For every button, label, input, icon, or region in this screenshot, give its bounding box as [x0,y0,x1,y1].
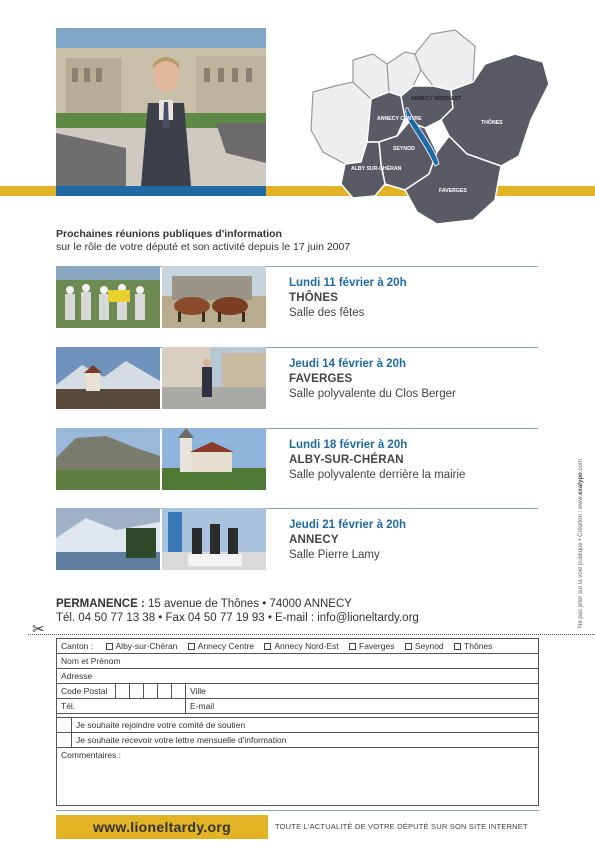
map-label-annecy-nord-est: ANNECY NORD-EST [411,96,462,102]
event-text [289,518,539,563]
event-photo-crowd [56,266,160,328]
postcode-city-row [57,684,538,699]
footer-tagline: TOUTE L'ACTUALITÉ DE VOTRE DÉPUTÉ SUR SON SITE INTERNET [275,822,528,831]
event-photo-church [162,428,266,490]
intro-block [56,228,546,254]
canton-checkbox-faverges[interactable] [349,643,356,650]
event-photo-cliff [56,428,160,490]
cut-line [28,634,595,635]
event-date: Lundi 18 février à 20h [289,439,408,451]
header-blue-band [56,186,266,196]
side-note-brand: exatypo [578,472,584,495]
event-town: ANNECY [289,534,339,546]
event-text [289,357,539,402]
website-link[interactable]: www.lioneltardy.org [56,815,268,839]
event-text [289,276,539,321]
canton-map [305,24,555,229]
permanence-contact: Tél. 04 50 77 13 38 • Fax 04 50 77 19 93 • E-mail : info@lioneltardy.org [56,612,419,624]
event-photo-mountain-village [56,347,160,409]
newsletter-option[interactable] [71,733,538,748]
map-label-seynod: SEYNOD [393,146,415,152]
canton-checkbox-alby[interactable] [106,643,113,650]
address-label: Adresse [61,671,93,681]
deputy-portrait-photo [56,28,266,186]
email-label: E-mail [190,701,215,711]
scissors-icon: ✂ [32,621,45,638]
canton-label: Canton : [61,641,94,651]
postcode-digit-box[interactable] [115,684,129,698]
support-option-row [57,717,538,733]
tel-email-row [57,699,538,714]
field-divider [185,699,186,713]
event-date: Lundi 11 février à 20h [289,277,407,289]
event-venue: Salle Pierre Lamy [289,549,380,561]
postcode-digit-box[interactable] [157,684,171,698]
event-text [289,438,539,483]
canton-option-label: Thônes [464,641,493,651]
event-photo-cattle [162,266,266,328]
canton-checkbox-seynod[interactable] [405,643,412,650]
event-town: ALBY-SUR-CHÉRAN [289,454,404,466]
canton-checkbox-annecy-centre[interactable] [188,643,195,650]
permanence-block [56,597,556,625]
support-option-label: Je souhaite rejoindre votre comité de soutien [76,720,246,730]
event-item-annecy [56,508,538,588]
permanence-address: 15 avenue de Thônes • 74000 ANNECY [148,598,352,610]
name-field[interactable] [57,654,538,669]
canton-row [57,639,538,654]
canton-option-label: Alby-sur-Chéran [115,641,178,651]
event-date: Jeudi 21 février à 20h [289,519,406,531]
event-item-thones [56,266,538,346]
intro-title: Prochaines réunions publiques d'information [56,228,282,240]
newsletter-option-row [57,733,538,748]
side-note-text: Ne pas jeter sur la voie publique • Création : www. [578,494,584,628]
intro-subtitle: sur le rôle de votre député et son activité depuis le 17 juin 2007 [56,241,351,253]
address-field[interactable] [57,669,538,684]
postcode-digit-box[interactable] [171,684,185,698]
newsletter-option-label: Je souhaite recevoir votre lettre mensuelle d'information [76,735,287,745]
postcode-digit-box[interactable] [143,684,157,698]
event-venue: Salle polyvalente derrière la mairie [289,469,466,481]
event-photo-street [162,347,266,409]
side-note-suffix: .com [578,459,584,473]
event-venue: Salle polyvalente du Clos Berger [289,388,456,400]
event-photo-podium [162,508,266,570]
canton-checkbox-thones[interactable] [454,643,461,650]
postcode-digit-box[interactable] [129,684,143,698]
event-town: FAVERGES [289,373,353,385]
field-divider [185,684,186,698]
map-label-alby: ALBY SUR-CHÉRAN [351,166,402,172]
event-date: Jeudi 14 février à 20h [289,358,406,370]
canton-option-label: Annecy Nord-Est [274,641,339,651]
canton-option-label: Faverges [359,641,395,651]
footer-divider [56,810,539,811]
map-label-annecy-centre: ANNECY CENTRE [377,116,422,122]
city-label: Ville [190,686,206,696]
comments-label: Commentaires : [61,750,121,760]
map-label-faverges: FAVERGES [439,188,467,194]
postcode-label: Code Postal [61,686,108,696]
event-item-faverges [56,347,538,427]
map-label-thones: THÔNES [481,120,503,126]
event-town: THÔNES [289,292,339,304]
permanence-label: PERMANENCE : [56,598,145,610]
support-option[interactable] [71,718,538,733]
canton-checkbox-annecy-nord-est[interactable] [264,643,271,650]
event-photo-lake [56,508,160,570]
event-venue: Salle des fêtes [289,307,365,319]
canton-option-label: Annecy Centre [197,641,255,651]
canton-option-label: Seynod [414,641,444,651]
comments-field[interactable] [57,748,538,805]
legal-side-note [578,428,584,628]
name-label: Nom et Prénom [61,656,121,666]
tel-label: Tél. [61,701,76,711]
contact-form [56,638,539,806]
event-item-alby [56,428,538,508]
